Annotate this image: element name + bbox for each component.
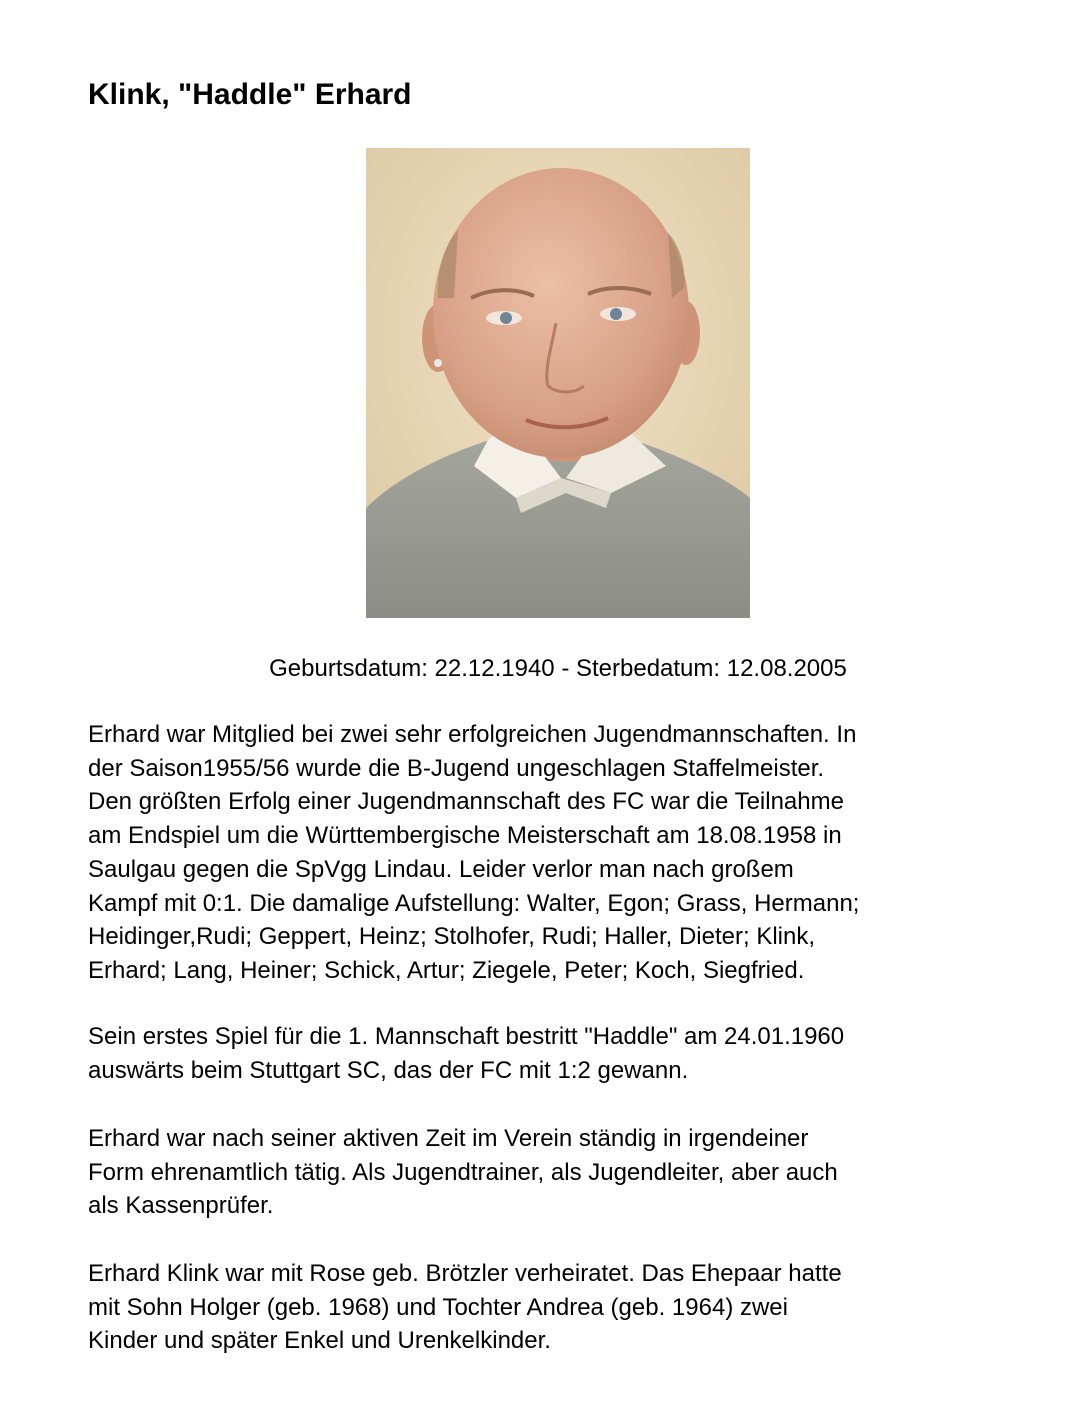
- text-line: Heidinger,Rudi; Geppert, Heinz; Stolhofer, Rudi; Haller, Dieter; Klink,: [88, 923, 816, 951]
- portrait-illustration: [366, 148, 750, 618]
- text-line: Kampf mit 0:1. Die damalige Aufstellung: Walter, Egon; Grass, Hermann;: [88, 889, 860, 917]
- birth-death-dates: Geburtsdatum: 22.12.1940 - Sterbedatum: 12.08.2005: [269, 655, 847, 682]
- page-title: Klink, "Haddle" Erhard: [88, 78, 412, 111]
- text-line: Sein erstes Spiel für die 1. Mannschaft bestritt "Haddle" am 24.01.1960: [88, 1023, 845, 1050]
- text-line: mit Sohn Holger (geb. 1968) und Tochter Andrea (geb. 1964) zwei: [88, 1293, 788, 1321]
- text-line: Kinder und später Enkel und Urenkelkinder.: [88, 1327, 551, 1355]
- paragraph-youth-career: [88, 718, 1048, 988]
- paragraph-family: [88, 1257, 1048, 1358]
- paragraph-volunteer-work: [88, 1122, 1048, 1223]
- text-line: der Saison1955/56 wurde die B-Jugend ungeschlagen Staffelmeister.: [88, 754, 825, 782]
- text-line: Erhard Klink war mit Rose geb. Brötzler verheiratet. Das Ehepaar hatte: [88, 1260, 842, 1287]
- text-line: Erhard war nach seiner aktiven Zeit im Verein ständig in irgendeiner: [88, 1125, 809, 1152]
- text-line: Form ehrenamtlich tätig. Als Jugendtrainer, als Jugendleiter, aber auch: [88, 1158, 838, 1186]
- paragraph-first-match: [88, 1020, 1048, 1087]
- text-line: Erhard; Lang, Heiner; Schick, Artur; Ziegele, Peter; Koch, Siegfried.: [88, 956, 805, 984]
- text-line: Saulgau gegen die SpVgg Lindau. Leider verlor man nach großem: [88, 855, 794, 883]
- text-line: auswärts beim Stuttgart SC, das der FC mit 1:2 gewann.: [88, 1056, 689, 1084]
- text-line: als Kassenprüfer.: [88, 1192, 274, 1220]
- text-line: am Endspiel um die Württembergische Meisterschaft am 18.08.1958 in: [88, 822, 842, 850]
- text-line: Erhard war Mitglied bei zwei sehr erfolgreichen Jugendmannschaften. In: [88, 721, 857, 748]
- text-line: Den größten Erfolg einer Jugendmannschaft des FC war die Teilnahme: [88, 788, 844, 816]
- portrait-photo: [366, 148, 750, 618]
